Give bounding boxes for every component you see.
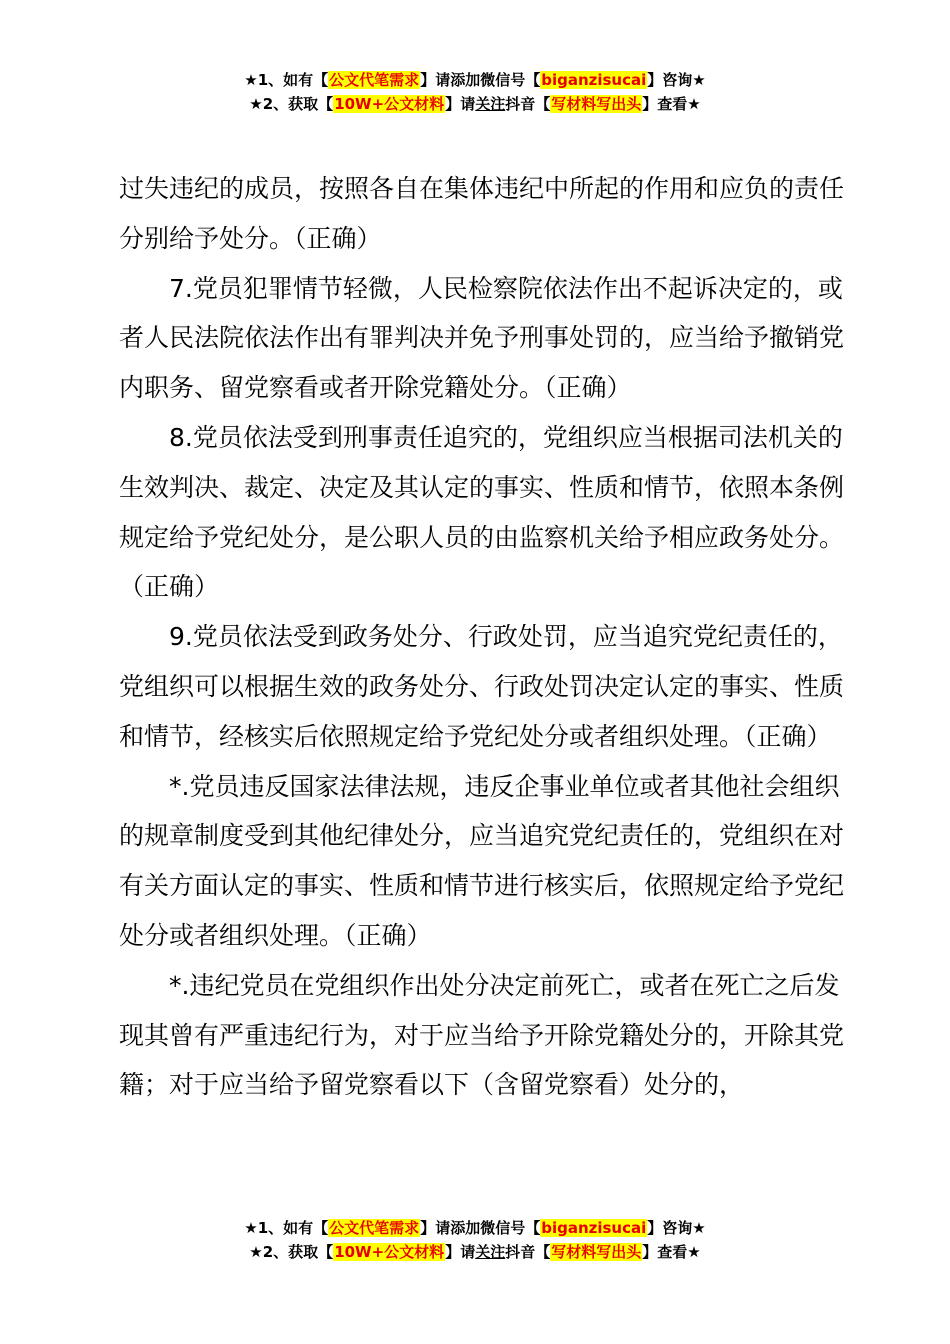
paragraph-continued: 过失违纪的成员，按照各自在集体违纪中所起的作用和应负的责任分别给予处分。（正确）: [119, 174, 845, 253]
highlight-materials: 10W+公文材料: [334, 95, 445, 113]
banner-line-2: ★2、获取【10W+公文材料】请关注抖音【写材料写出头】查看★: [249, 95, 701, 113]
paragraph-item-9: 9.党员依法受到政务处分、行政处罚，应当追究党纪责任的，党组织可以根据生效的政务处分、行政处罚决定认定的事实、性质和情节，经核实后依照规定给予党纪处分或者组织处理。（正确）: [119, 622, 845, 751]
paragraph-item-10: *.党员违反国家法律法规，违反企事业单位或者其他社会组织的规章制度受到其他纪律处分，应当追究党纪责任的，党组织在对有关方面认定的事实、性质和情节进行核实后，依照规定给予党纪处分或者组织处理。（正确）: [119, 771, 845, 950]
paragraph-item-8: 8.党员依法受到刑事责任追究的，党组织应当根据司法机关的生效判决、裁定、决定及其认定的事实、性质和情节，依照本条例规定给予党纪处分，是公职人员的由监察机关给予相应政务处分。（正确）: [119, 422, 845, 602]
banner-line-1: ★1、如有【公文代笔需求】请添加微信号【biganzisucai】咨询★: [244, 71, 706, 89]
paragraph-item-11: *.违纪党员在党组织作出处分决定前死亡，或者在死亡之后发现其曾有严重违纪行为，对于应当给予开除党籍处分的，开除其党籍；对于应当给予留党察看以下（含留党察看）处分的，: [119, 970, 845, 1100]
header-banner: [0, 68, 950, 116]
highlight-materials: 10W+公文材料: [334, 1243, 445, 1261]
highlight-service: 公文代笔需求: [329, 1219, 420, 1237]
footer-banner: [0, 1216, 950, 1264]
paragraph-item-7: 7.党员犯罪情节轻微，人民检察院依法作出不起诉决定的，或者人民法院依法作出有罪判决并免予刑事处罚的，应当给予撤销党内职务、留党察看或者开除党籍处分。（正确）: [119, 273, 845, 403]
footer-line-1: ★1、如有【公文代笔需求】请添加微信号【biganzisucai】咨询★: [244, 1219, 706, 1237]
highlight-wechat-id: biganzisucai: [541, 71, 647, 89]
document-body: [119, 164, 859, 1110]
highlight-douyin-account: 写材料写出头: [551, 1243, 642, 1261]
highlight-douyin-account: 写材料写出头: [551, 95, 642, 113]
highlight-wechat-id: biganzisucai: [541, 1219, 647, 1237]
underlined-follow: 关注: [475, 95, 506, 113]
highlight-service: 公文代笔需求: [329, 71, 420, 89]
footer-line-2: ★2、获取【10W+公文材料】请关注抖音【写材料写出头】查看★: [249, 1243, 701, 1261]
underlined-follow: 关注: [475, 1243, 506, 1261]
